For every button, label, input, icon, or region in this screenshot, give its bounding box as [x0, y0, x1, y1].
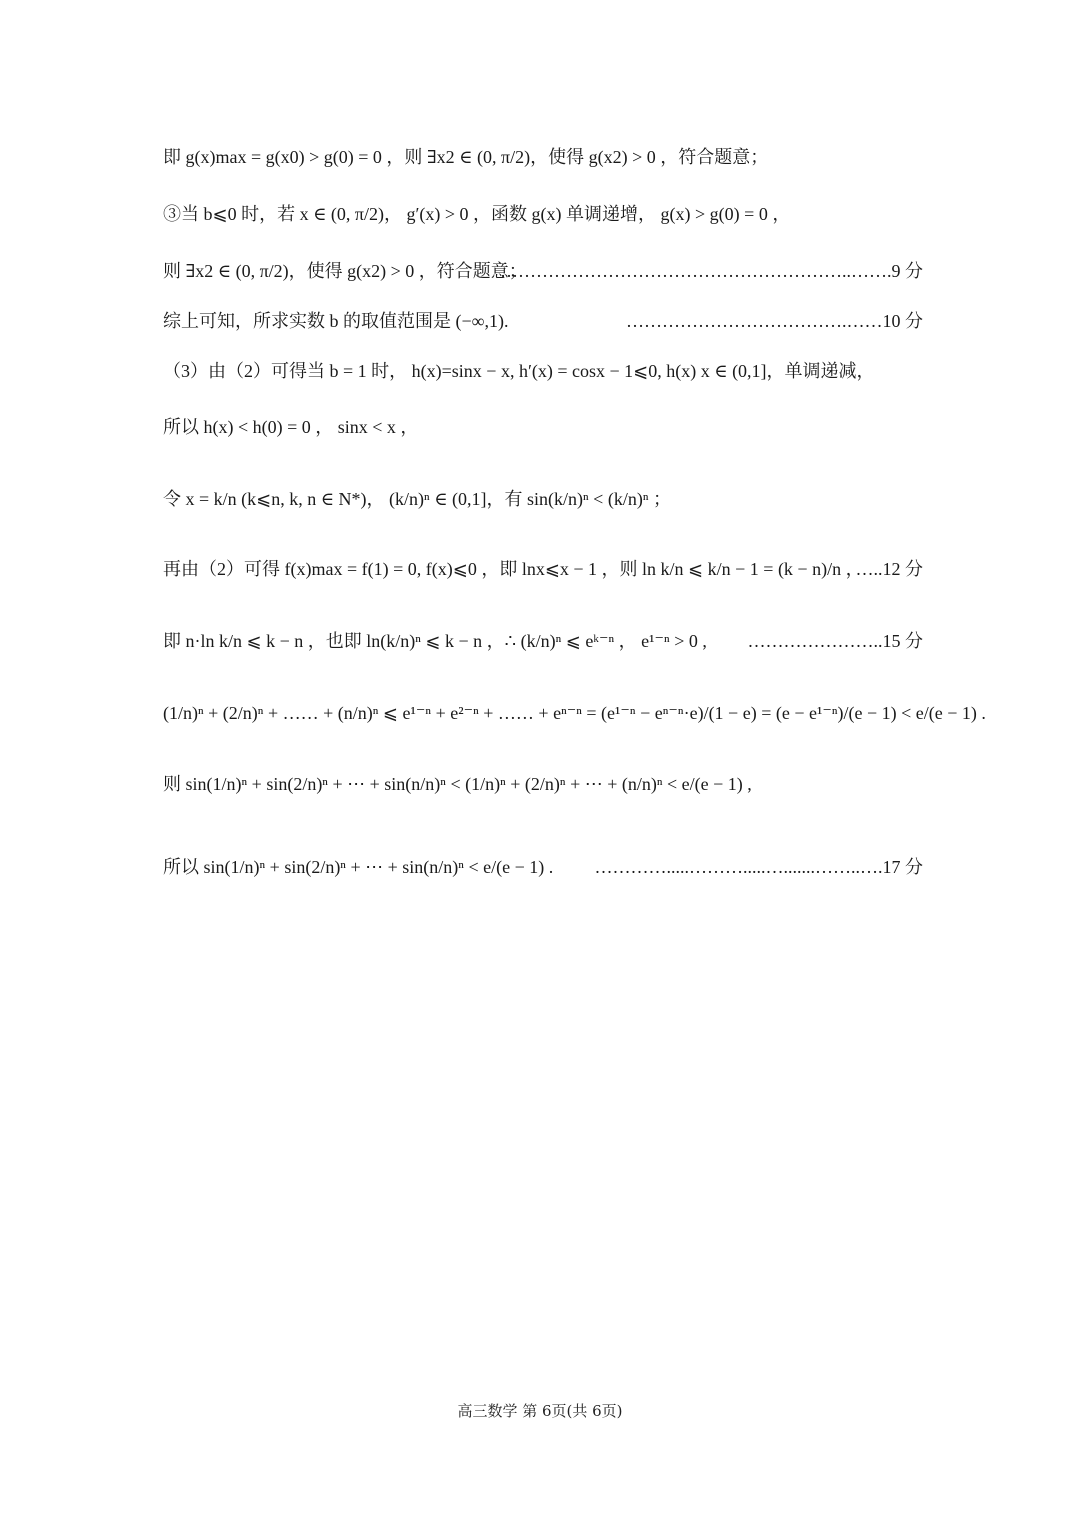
solution-line-1 [163, 148, 923, 166]
solution-line-11 [163, 775, 923, 793]
solution-text-1: 即 g(x)max = g(x0) > g(0) = 0 ，则 ∃x2 ∈ (0, π/2)，使得 g(x2) > 0 ，符合题意； [163, 147, 769, 167]
solution-text-4: 综上可知，所求实数 b 的取值范围是 (−∞,1). [163, 311, 509, 331]
solution-line-10 [163, 703, 986, 723]
solution-line-6 [163, 418, 923, 436]
solution-line-7 [163, 490, 923, 508]
solution-line-12 [163, 858, 923, 876]
solution-text-11: 则 sin(1/n)ⁿ + sin(2/n)ⁿ + ⋯ + sin(n/n)ⁿ < (1/n)ⁿ + (2/n)ⁿ + ⋯ + (n/n)ⁿ < e/(e − 1) , [163, 774, 752, 794]
solution-line-9 [163, 632, 923, 650]
solution-text-10: (1/n)ⁿ + (2/n)ⁿ + …… + (n/n)ⁿ ⩽ e¹⁻ⁿ + e²⁻ⁿ + …… + eⁿ⁻ⁿ = (e¹⁻ⁿ − eⁿ⁻ⁿ·e)/(1 − e) = (e − e¹⁻ⁿ)/(e − 1) < e/(e − 1) . [163, 703, 986, 723]
solution-text-2: ③当 b⩽0 时，若 x ∈ (0, π/2)， g′(x) > 0 ，函数 g(x) 单调递增， g(x) > g(0) = 0 ， [163, 204, 791, 224]
solution-line-4 [163, 312, 923, 330]
solution-text-7: 令 x = k/n (k⩽n, k, n ∈ N*)， (k/n)ⁿ ∈ (0,1]，有 sin(k/n)ⁿ < (k/n)ⁿ ； [163, 489, 671, 509]
solution-text-8: 再由（2）可得 f(x)max = f(1) = 0, f(x)⩽0 ，即 lnx⩽x − 1 ，则 ln k/n ⩽ k/n − 1 = (k − n)/n ， [163, 559, 864, 579]
solution-text-12: 所以 sin(1/n)ⁿ + sin(2/n)ⁿ + ⋯ + sin(n/n)ⁿ < e/(e − 1) . [163, 857, 554, 877]
solution-line-2 [163, 205, 923, 223]
score-mark-9: …………………………………………………..…….9 分 [500, 261, 923, 281]
solution-text-9: 即 n·ln k/n ⩽ k − n ，也即 ln(k/n)ⁿ ⩽ k − n ，∴ (k/n)ⁿ ⩽ eᵏ⁻ⁿ ， e¹⁻ⁿ > 0 , [163, 631, 707, 651]
score-mark-12: …..12 分 [855, 559, 923, 579]
solution-text-3: 则 ∃x2 ∈ (0, π/2)，使得 g(x2) > 0 ，符合题意； [163, 261, 527, 281]
score-mark-15: …………………..15 分 [747, 631, 923, 651]
solution-line-8 [163, 560, 923, 578]
page-footer: 高三数学 第 6页(共 6页) [457, 1402, 623, 1420]
score-mark-17: ………….....……….....….......……..….17 分 [594, 857, 923, 877]
score-mark-10: ……………………………….……10 分 [626, 311, 923, 331]
solution-text-5: （3）由（2）可得当 b = 1 时， h(x)=sinx − x, h′(x) = cosx − 1⩽0, h(x) x ∈ (0,1]，单调递减， [163, 361, 875, 381]
solution-line-5 [163, 362, 923, 380]
solution-text-6: 所以 h(x) < h(0) = 0 ， sinx < x ， [163, 417, 419, 437]
solution-line-3 [163, 262, 923, 280]
